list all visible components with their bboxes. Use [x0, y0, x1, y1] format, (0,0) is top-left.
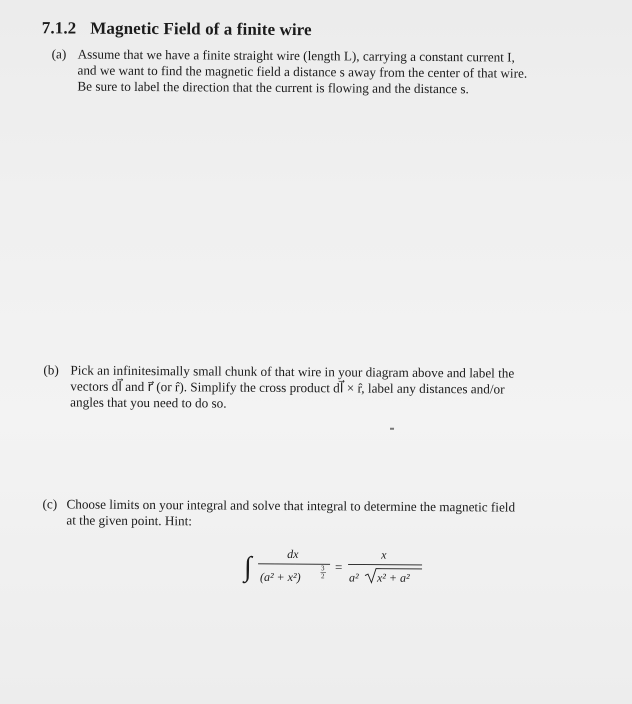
section-number: 7.1.2: [42, 18, 77, 37]
part-c-text: [66, 496, 608, 532]
equals-sign: =: [335, 559, 342, 574]
part-c-line: Choose limits on your integral and solve that integral to determine the magnetic field: [66, 496, 608, 516]
stray-pencil-mark: [390, 428, 394, 430]
hint-formula: [242, 540, 442, 591]
part-a-line: Be sure to label the direction that the current is flowing and the distance s.: [77, 79, 611, 99]
lhs-fraction-bar: [258, 564, 330, 565]
rhs-fraction-bar: [348, 564, 422, 565]
part-b-line: vectors dl⃗ and r⃗ (or r̂). Simplify the cross product dl⃗ × r̂, label any distances and/or: [70, 379, 609, 399]
lhs-exponent-numerator: 3: [321, 564, 325, 572]
section-title: Magnetic Field of a finite wire: [90, 19, 312, 40]
rhs-numerator: x: [380, 548, 387, 562]
part-b-line: Pick an infinitesimally small chunk of that wire in your diagram above and label the: [70, 363, 609, 383]
part-a-label: (a): [52, 46, 67, 62]
question-part-c: [42, 496, 608, 532]
part-a-line: and we want to find the magnetic field a distance s away from the center of that wire.: [77, 63, 611, 83]
part-b-text: [70, 363, 609, 415]
lhs-denominator: (a² + x²): [260, 570, 301, 584]
question-part-a: [51, 46, 611, 98]
question-part-b: [43, 362, 609, 414]
part-b-line: angles that you need to do so.: [70, 395, 609, 415]
section-heading: [42, 18, 312, 40]
part-b-label: (b): [43, 362, 59, 378]
part-a-text: [77, 47, 611, 99]
part-c-line: at the given point. Hint:: [66, 512, 608, 532]
lhs-numerator: dx: [287, 547, 299, 561]
integral-sign: ∫: [242, 552, 254, 584]
part-c-label: (c): [42, 496, 57, 512]
part-a-line: Assume that we have a finite straight wire (length L), carrying a constant current I,: [78, 47, 612, 67]
rhs-denominator-a-squared: a²: [349, 570, 359, 584]
lhs-exponent-denominator: 2: [321, 572, 325, 580]
rhs-denominator-radicand: x² + a²: [376, 571, 410, 585]
